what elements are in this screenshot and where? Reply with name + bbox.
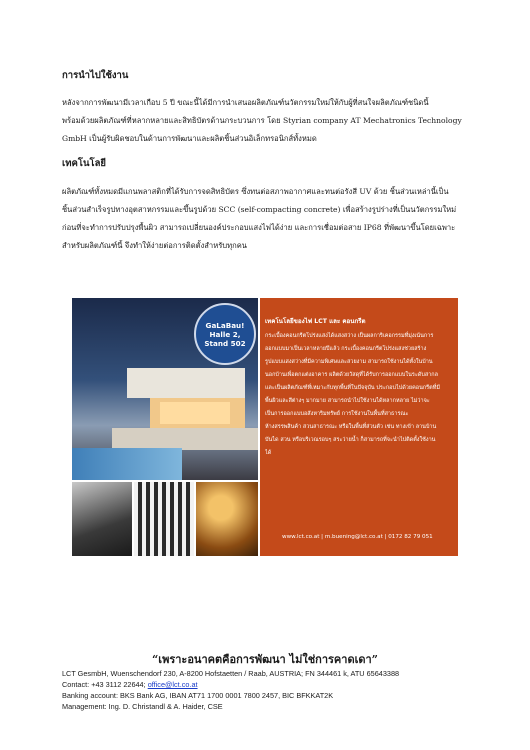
technology-paragraph <box>62 183 472 255</box>
footer-management: Management: Ing. D. Christandl & A. Haider, CSE <box>62 702 223 711</box>
house-window <box>160 402 230 424</box>
product-photo-wall <box>72 482 132 556</box>
text-line: หลังจากการพัฒนามีเวลาเกือบ 5 ปี ขณะนี้ได้มีการนำเสนอผลิตภัณฑ์นวัตกรรมใหม่ให้กับผู้ที่สนใจผลิตภัณฑ์ชนิดนี้ <box>62 98 429 107</box>
product-photo-tiles <box>134 482 194 556</box>
ad-contact: www.lct.co.at | m.buening@lct.co.at | 0172 82 79 051 <box>282 534 433 540</box>
text-line: ชิ้นส่วนสำเร็จรูปทางอุตสาหกรรมและขึ้นรูปด้วย SCC (self-compacting concrete) เพื่อสร้างรูปร่างที่เป็นนวัตกรรมใหม่ <box>62 205 457 214</box>
text-line: ผลิตภัณฑ์ทั้งหมดมีแกนพลาสติกที่ได้รับการจดสิทธิบัตร ซึ่งทนต่อสภาพอากาศและทนต่อรังสี UV ด้วย ชิ้นส่วนเหล่านี้เป็น <box>62 187 449 196</box>
section-title-technology: เทคโนโลยี <box>62 158 106 169</box>
house-photo <box>72 298 258 480</box>
application-paragraph <box>62 94 472 148</box>
advertisement-image <box>72 298 458 556</box>
text-line: สำหรับผลิตภัณฑ์นี้ จึงทำให้ง่ายต่อการติดตั้งสำหรับทุกคน <box>62 241 247 250</box>
ad-text-panel <box>260 298 458 556</box>
badge-line: Halle 2, <box>209 329 241 339</box>
pool <box>72 448 182 480</box>
footer-bank: Banking account: BKS Bank AG, IBAN AT71 1700 0001 7800 2457, BIC BFKKAT2K <box>62 691 334 700</box>
badge-line: Stand 502 <box>204 338 246 348</box>
footer-contact <box>62 680 198 689</box>
text-line: GmbH เป็นผู้รับผิดชอบในด้านการพัฒนาและผลิตชิ้นส่วนอิเล็กทรอนิกส์ทั้งหมด <box>62 134 317 143</box>
ad-line: กระเบื้องคอนกรีตโปร่งแสงได้แสงสว่าง เป็นผลการิเคอกรรมที่มุ่งเน้นการ <box>265 333 434 339</box>
ad-line: ออกแบบมาเป็นเวลาหลายปีแล้ว กระเบื้องคอนกรีตโปร่งแสงช่วยสร้าง <box>265 346 427 352</box>
contact-phone: Contact: +43 3112 22644; <box>62 680 146 689</box>
email-link[interactable]: office@lct.co.at <box>147 680 198 689</box>
ad-line: บันได สวน หรือบริเวณรอบๆ สระว่ายน้ำ ก็สามารถที่จะนำไปติดตั้งใช้งาน <box>265 437 436 443</box>
text-line: พร้อมด้วยผลิตภัณฑ์ที่หลากหลายและสิทธิบัตรด้านกระบวนการ โดย Styrian company AT Mechatronics Technology <box>62 116 462 125</box>
ad-line: เป็นการออกแบบอสังหาริมทรัพย์ การใช้งานในพื้นที่สาธารณะ <box>265 411 409 417</box>
fair-badge <box>194 303 256 365</box>
footer-address: LCT GesmbH, Wuenschendorf 230, A-8200 Hofstaetten / Raab, AUSTRIA; FN 344461 k, ATU 65643388 <box>62 669 400 678</box>
section-title-application: การนำไปใช้งาน <box>62 70 129 81</box>
ad-body <box>265 330 455 460</box>
ad-line: ห้างสรรพสินค้า สวนสาธารณะ หรือในพื้นที่ส่วนตัว เช่น ทางเข้า ลานบ้าน <box>265 424 437 430</box>
house-terrace <box>112 428 258 450</box>
text-line: ก่อนที่จะทำการปรับปรุงพื้นผิว สามารถเปลี่ยนองค์ประกอบแสงไฟได้ง่าย และการเชื่อมต่อสาย IP68 ที่พัฒนาขึ้นโดยเฉพาะ <box>62 223 456 232</box>
ad-line: ได้ <box>265 450 272 456</box>
house-upper-floor <box>127 368 245 398</box>
ad-line: นอกบ้านเพื่อตกแต่งอาคาร ผลิตด้วยวัสดุที่ได้รับการออกแบบในระดับสากล <box>265 372 438 378</box>
footer-quote: “เพราะอนาคตคือการพัฒนา ไม่ใช่การคาดเดา” <box>151 653 378 666</box>
ad-line: รูปแบบแสงสว่างที่มีความพิเศษและสวยงาม สามารถใช้งานได้ทั้งในบ้าน <box>265 359 433 365</box>
product-photo-light <box>196 482 258 556</box>
ad-line: พื้นผิวและสีต่างๆ มากมาย สามารถนำไปใช้งานได้หลากหลาย ไม่ว่าจะ <box>265 398 430 404</box>
ad-line: และเป็นผลิตภัณฑ์ที่เหมาะกับทุกพื้นที่ในปัจจุบัน ประกอบไปด้วยคอนกรีตที่มี <box>265 385 440 391</box>
badge-line: GaLaBau! <box>205 320 245 330</box>
ad-heading: เทคโนโลยีของไฟ LCT และ คอนกรีต <box>265 318 366 325</box>
